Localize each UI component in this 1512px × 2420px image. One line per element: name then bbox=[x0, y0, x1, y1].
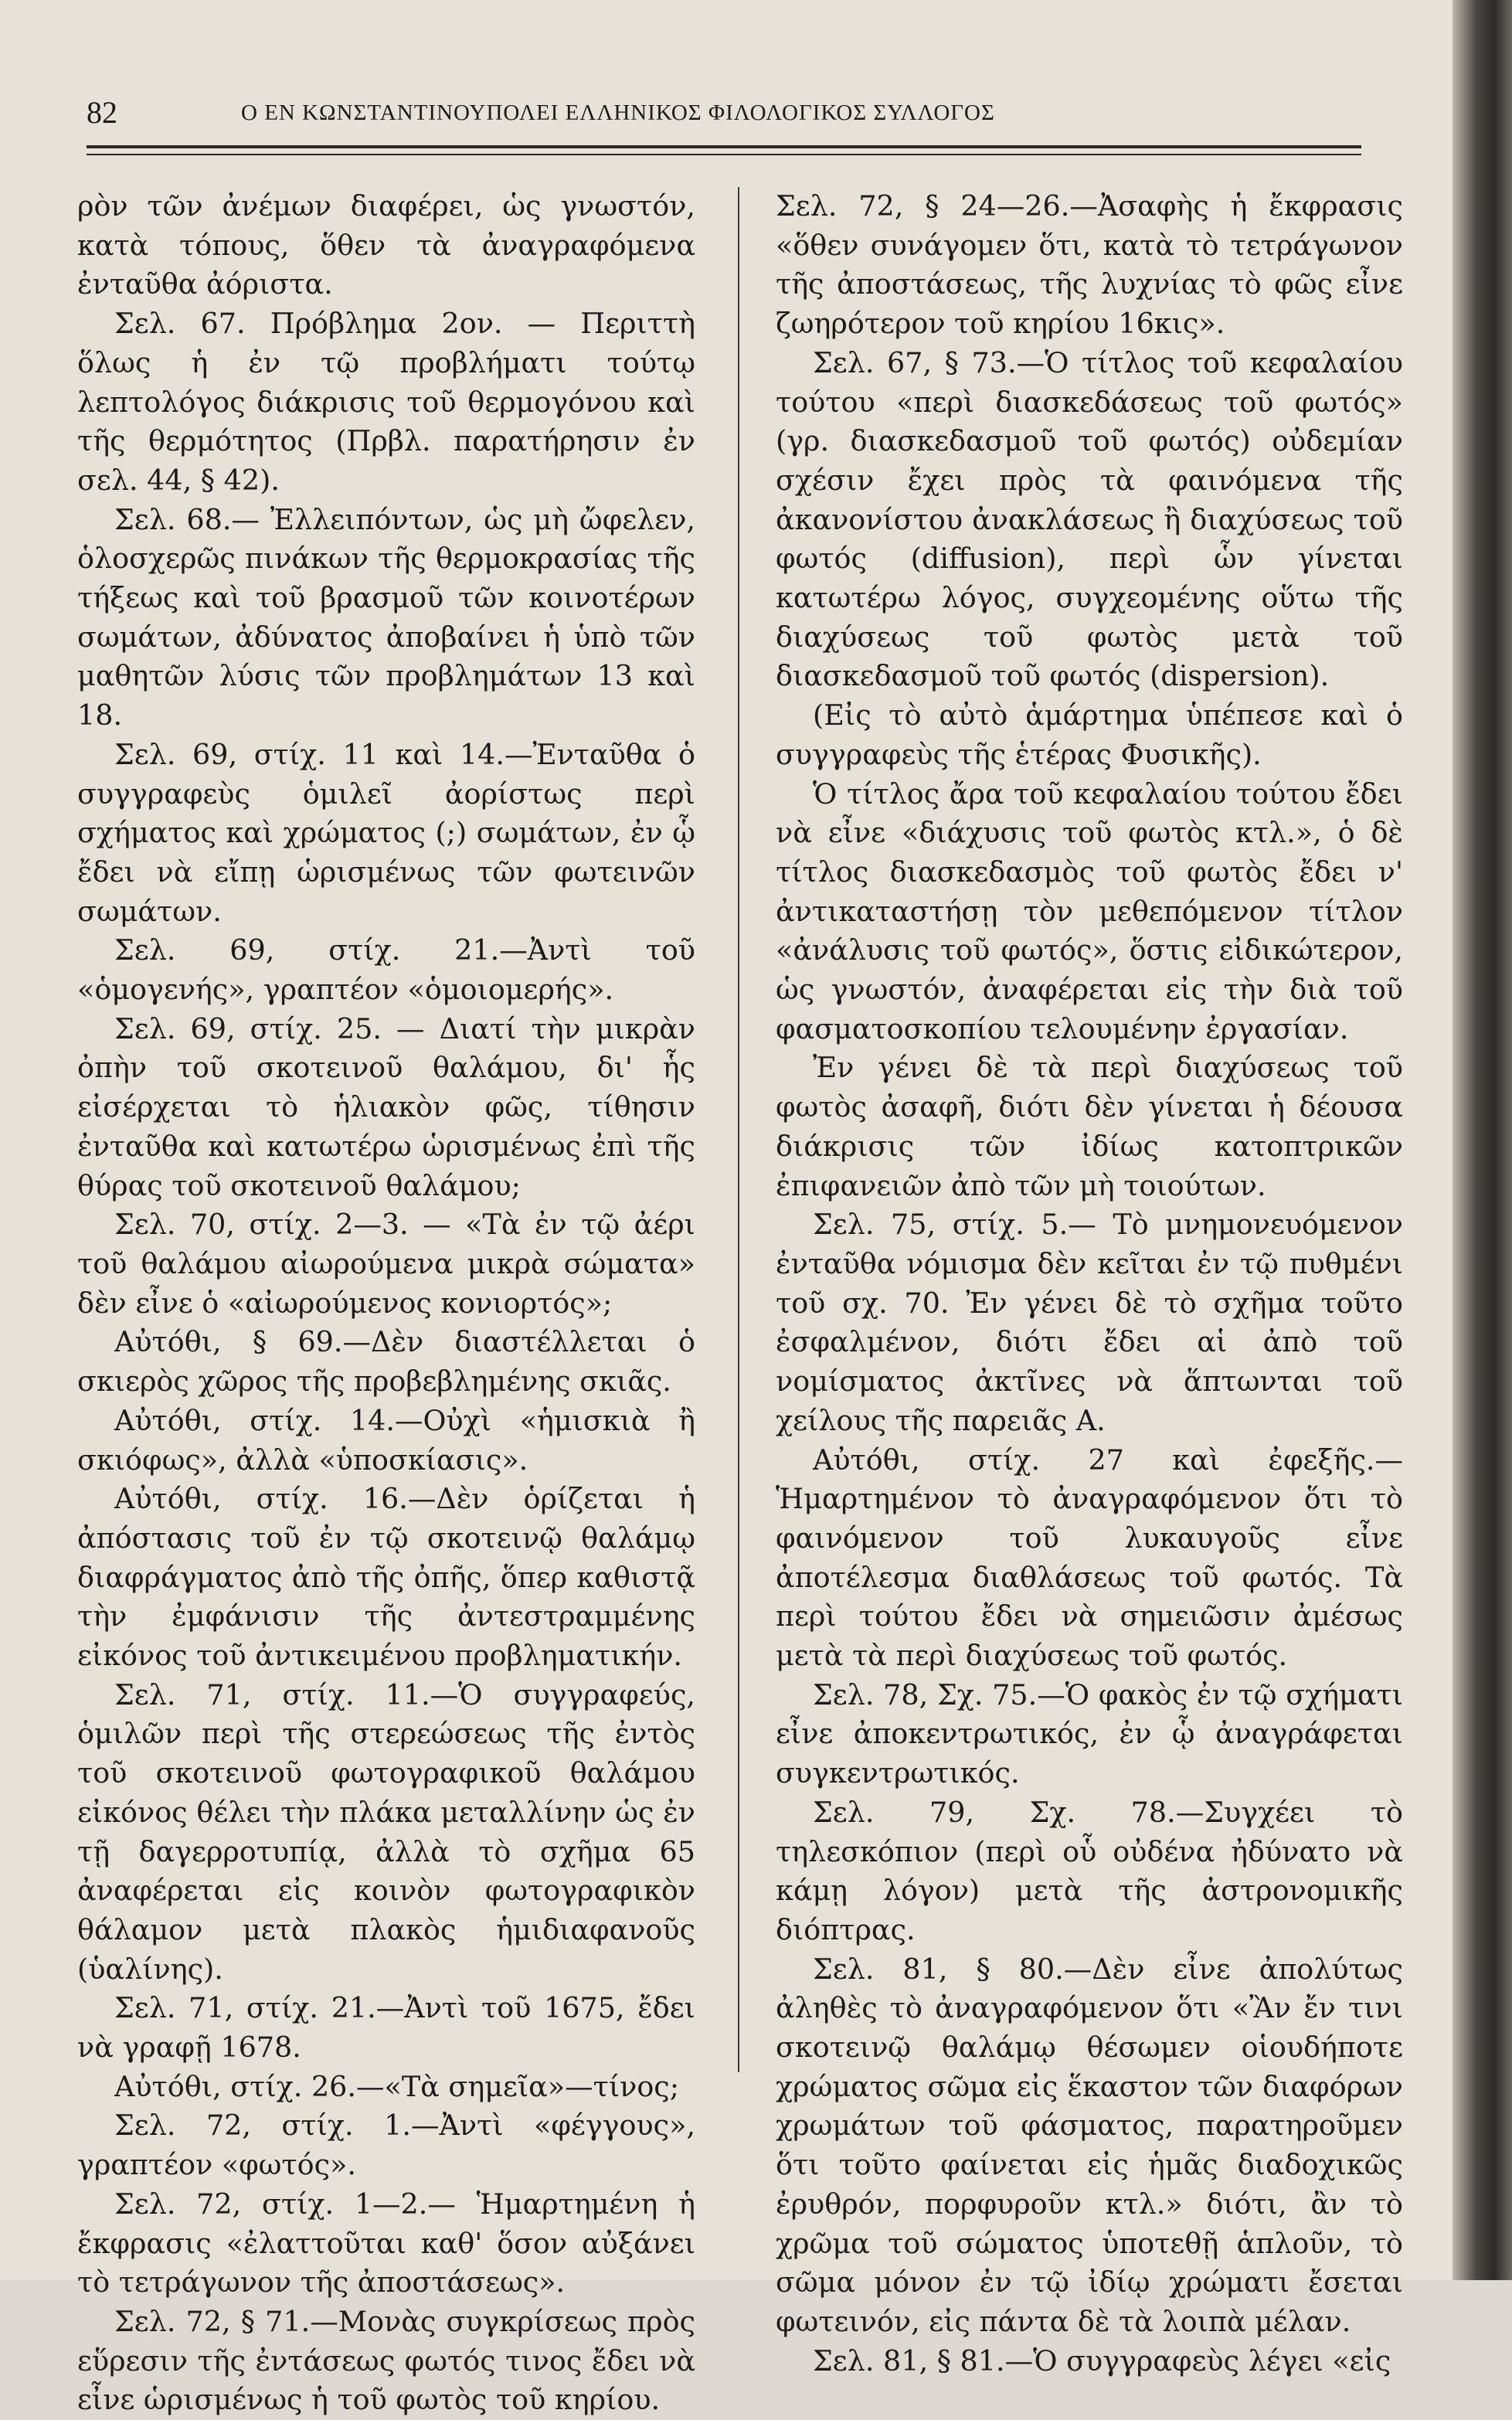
column-divider bbox=[738, 187, 739, 2072]
paragraph: Σελ. 69, στίχ. 25. — Διατί τὴν μικρὰν ὀπὴν τοῦ σκοτεινοῦ θαλάμου, δι' ἧς εἰσέρχεται τὸ ἡλιακὸν φῶς, τίθησιν ἐνταῦθα καὶ κατωτέρω ὡρισμένως ἐπὶ τῆς θύρας τοῦ σκοτεινοῦ θαλάμου; bbox=[77, 1011, 695, 1202]
paragraph: Σελ. 67, § 73.—Ὁ τίτλος τοῦ κεφαλαίου τούτου «περὶ διασκεδάσεως τοῦ φωτός» (γρ. διασκεδασμοῦ τοῦ φωτός) οὐδεμίαν σχέσιν ἔχει πρὸς τὰ φαινόμενα τῆς ἀκανονίστου ἀνακλάσεως ἢ διαχύσεως τοῦ φωτός (diffusion), περὶ ὧν γίνεται κατωτέρω λόγος, συγχεομένης οὕτω τῆς διαχύσεως τοῦ φωτὸς μετὰ τοῦ διασκεδασμοῦ τοῦ φωτός (dispersion). bbox=[776, 345, 1403, 693]
paragraph: Σελ. 75, στίχ. 5.— Τὸ μνημονευόμενον ἐνταῦθα νόμισμα δὲν κεῖται ἐν τῷ πυθμένι τοῦ σχ. 70. Ἐν γένει δὲ τὸ σχῆμα τοῦτο ἐσφαλμένον, διότι ἔδει αἱ ἀπὸ τοῦ νομίσματος ἀκτῖνες νὰ ἅπτωνται τοῦ χείλους τῆς παρειᾶς Α. bbox=[776, 1208, 1403, 1437]
paragraph: Σελ. 68.— Ἐλλειπόντων, ὡς μὴ ὤφελεν, ὁλοσχερῶς πινάκων τῆς θερμοκρασίας τῆς τήξεως καὶ τοῦ βρασμοῦ τῶν κοινοτέρων σωμάτων, ἀδύνατος ἀποβαίνει ἡ ὑπὸ τῶν μαθητῶν λύσις τῶν προβλημάτων 13 καὶ 18. bbox=[77, 502, 695, 732]
paragraph: Σελ. 72, § 24—26.—Ἀσαφὴς ἡ ἔκφρασις «ὅθεν συνάγομεν ὅτι, κατὰ τὸ τετράγωνον τῆς ἀποστάσεως, τῆς λυχνίας τὸ φῶς εἶνε ζωηρότερον τοῦ κηρίου 16κις». bbox=[776, 189, 1403, 341]
header-rule-thick bbox=[87, 145, 1361, 148]
paragraph: Αὐτόθι, στίχ. 14.—Οὐχὶ «ἡμισκιὰ ἢ σκιόφως», ἀλλὰ «ὑποσκίασις». bbox=[77, 1403, 695, 1477]
paragraph: Σελ. 72, § 71.—Μονὰς συγκρίσεως πρὸς εὕρεσιν τῆς ἐντάσεως φωτός τινος ἔδει νὰ εἶνε ὡρισμένως ἡ τοῦ φωτὸς τοῦ κηρίου. bbox=[77, 2304, 695, 2417]
page-number: 82 bbox=[87, 95, 117, 130]
paragraph: Σελ. 79, Σχ. 78.—Συγχέει τὸ τηλεσκόπιον (περὶ οὗ οὐδένα ἠδύνατο νὰ κάμῃ λόγον) μετὰ τῆς ἀστρονομικῆς διόπτρας. bbox=[776, 1795, 1403, 1946]
paragraph: Σελ. 81, § 81.—Ὁ συγγραφεὺς λέγει «εἰς bbox=[813, 2344, 1391, 2378]
paragraph: Αὐτόθι, στίχ. 16.—Δὲν ὁρίζεται ἡ ἀπόστασις τοῦ ἐν τῷ σκοτεινῷ θαλάμῳ διαφράγματος ἀπὸ τῆς ὀπῆς, ὅπερ καθιστᾷ τὴν ἐμφάνισιν τῆς ἀντεστραμμένης εἰκόνος τοῦ ἀντικειμένου προβληματικήν. bbox=[77, 1482, 695, 1673]
right-column bbox=[776, 187, 1403, 2381]
header-rule-thin bbox=[87, 154, 1361, 155]
paragraph: Σελ. 72, στίχ. 1.—Ἀντὶ «φέγγους», γραπτέον «φωτός». bbox=[77, 2109, 695, 2182]
paragraph: Αὐτόθι, στίχ. 27 καὶ ἐφεξῆς.— Ἡμαρτημένον τὸ ἀναγραφόμενον ὅτι τὸ φαινόμενον τοῦ λυκαυγοῦς εἶνε ἀποτέλεσμα διαθλάσεως τοῦ φωτός. Τὰ περὶ τούτου ἔδει νὰ σημειῶσιν ἀμέσως μετὰ τὰ περὶ διαχύσεως τοῦ φωτός. bbox=[776, 1443, 1403, 1673]
paragraph: Σελ. 69, στίχ. 11 καὶ 14.—Ἐνταῦθα ὁ συγγραφεὺς ὁμιλεῖ ἀορίστως περὶ σχήματος καὶ χρώματος (;) σωμάτων, ἐν ᾧ ἔδει νὰ εἴπῃ ὡρισμένως τῶν φωτεινῶν σωμάτων. bbox=[77, 737, 695, 928]
paragraph: Σελ. 71, στίχ. 21.—Ἀντὶ τοῦ 1675, ἔδει νὰ γραφῇ 1678. bbox=[77, 1991, 695, 2065]
paragraph: ρὸν τῶν ἀνέμων διαφέρει, ὡς γνωστόν, κατὰ τόπους, ὅθεν τὰ ἀναγραφόμενα ἐνταῦθα ἀόριστα. bbox=[77, 189, 695, 301]
paragraph: Σελ. 67. Πρόβλημα 2ον. — Περιττὴ ὅλως ἡ ἐν τῷ προβλήματι τούτῳ λεπτολόγος διάκρισις τοῦ θερμογόνου καὶ τῆς θερμότητος (Πρβλ. παρατήρησιν ἐν σελ. 44, § 42). bbox=[77, 307, 695, 497]
paragraph: Σελ. 72, στίχ. 1—2.— Ἡμαρτημένη ἡ ἔκφρασις «ἐλαττοῦται καθ' ὅσον αὐξάνει τὸ τετράγωνον τῆς ἀποστάσεως». bbox=[77, 2187, 695, 2299]
paragraph: Σελ. 70, στίχ. 2—3. — «Τὰ ἐν τῷ ἀέρι τοῦ θαλάμου αἰωρούμενα μικρὰ σώματα» δὲν εἶνε ὁ «αἰωρούμενος κονιορτός»; bbox=[77, 1208, 695, 1320]
paragraph: Σελ. 78, Σχ. 75.—Ὁ φακὸς ἐν τῷ σχήματι εἶνε ἀποκεντρωτικός, ἐν ᾧ ἀναγράφεται συγκεντρωτικός. bbox=[776, 1677, 1403, 1790]
left-column bbox=[77, 187, 695, 2420]
paragraph: Αὐτόθι, § 69.—Δὲν διαστέλλεται ὁ σκιερὸς χῶρος τῆς προβεβλημένης σκιᾶς. bbox=[77, 1325, 695, 1399]
paragraph: Αὐτόθι, στίχ. 26.—«Τὰ σημεῖα»—τίνος; bbox=[114, 2069, 680, 2103]
paragraph: Σελ. 71, στίχ. 11.—Ὁ συγγραφεύς, ὁμιλῶν περὶ τῆς στερεώσεως τῆς ἐντὸς τοῦ σκοτεινοῦ φωτογραφικοῦ θαλάμου εἰκόνος θέλει τὴν πλάκα μεταλλίνην ὡς ἐν τῇ δαγερροτυπίᾳ, ἀλλὰ τὸ σχῆμα 65 ἀναφέρεται εἰς κοινὸν φωτογραφικὸν θάλαμον μετὰ πλακὸς ἡμιδιαφανοῦς (ὑαλίνης). bbox=[77, 1677, 695, 1986]
running-title: Ο ΕΝ ΚΩΝΣΤΑΝΤΙΝΟΥΠΟΛΕΙ ΕΛΛΗΝΙΚΟΣ ΦΙΛΟΛΟΓΙΚΟΣ ΣΥΛΛΟΓΟΣ bbox=[241, 100, 995, 125]
paragraph: Ἐν γένει δὲ τὰ περὶ διαχύσεως τοῦ φωτὸς ἀσαφῆ, διότι δὲν γίνεται ἡ δέουσα διάκρισις τῶν ἰδίως κατοπτρικῶν ἐπιφανειῶν ἀπὸ τῶν μὴ τοιούτων. bbox=[776, 1051, 1403, 1202]
paragraph: Σελ. 81, § 80.—Δὲν εἶνε ἀπολύτως ἀληθὲς τὸ ἀναγραφόμενον ὅτι «Ἂν ἔν τινι σκοτεινῷ θαλάμῳ θέσωμεν οἱουδήποτε χρώματος σῶμα εἰς ἕκαστον τῶν διαφόρων χρωμάτων τοῦ φάσματος, παρατηροῦμεν ὅτι τοῦτο φαίνεται εἰς ἡμᾶς διαδοχικῶς ἐρυθρόν, πορφυροῦν κτλ.» διότι, ἂν τὸ χρῶμα τοῦ σώματος ὑποτεθῇ ἁπλοῦν, τὸ σῶμα μόνον ἐν τῷ ἰδίῳ χρώματι ἔσεται φωτεινόν, εἰς πάντα δὲ τὰ λοιπὰ μέλαν. bbox=[776, 1952, 1403, 2338]
paragraph: (Εἰς τὸ αὐτὸ ἁμάρτημα ὑπέπεσε καὶ ὁ συγγραφεὺς τῆς ἑτέρας Φυσικῆς). bbox=[776, 698, 1403, 771]
page-gutter-shadow bbox=[1453, 0, 1512, 2280]
paragraph: Σελ. 69, στίχ. 21.—Ἀντὶ τοῦ «ὁμογενής», γραπτέον «ὁμοιομερής». bbox=[77, 933, 695, 1007]
paragraph: Ὁ τίτλος ἄρα τοῦ κεφαλαίου τούτου ἔδει νὰ εἶνε «διάχυσις τοῦ φωτὸς κτλ.», ὁ δὲ τίτλος διασκεδασμὸς τοῦ φωτὸς ἔδει ν' ἀντικαταστήσῃ τὸν μεθεπόμενον τίτλον «ἀνάλυσις τοῦ φωτός», ὅστις εἰδικώτερον, ὡς γνωστόν, ἀναφέρεται εἰς τὴν διὰ τοῦ φασματοσκοπίου τελουμένην ἐργασίαν. bbox=[776, 777, 1403, 1045]
page-header bbox=[87, 91, 1338, 138]
